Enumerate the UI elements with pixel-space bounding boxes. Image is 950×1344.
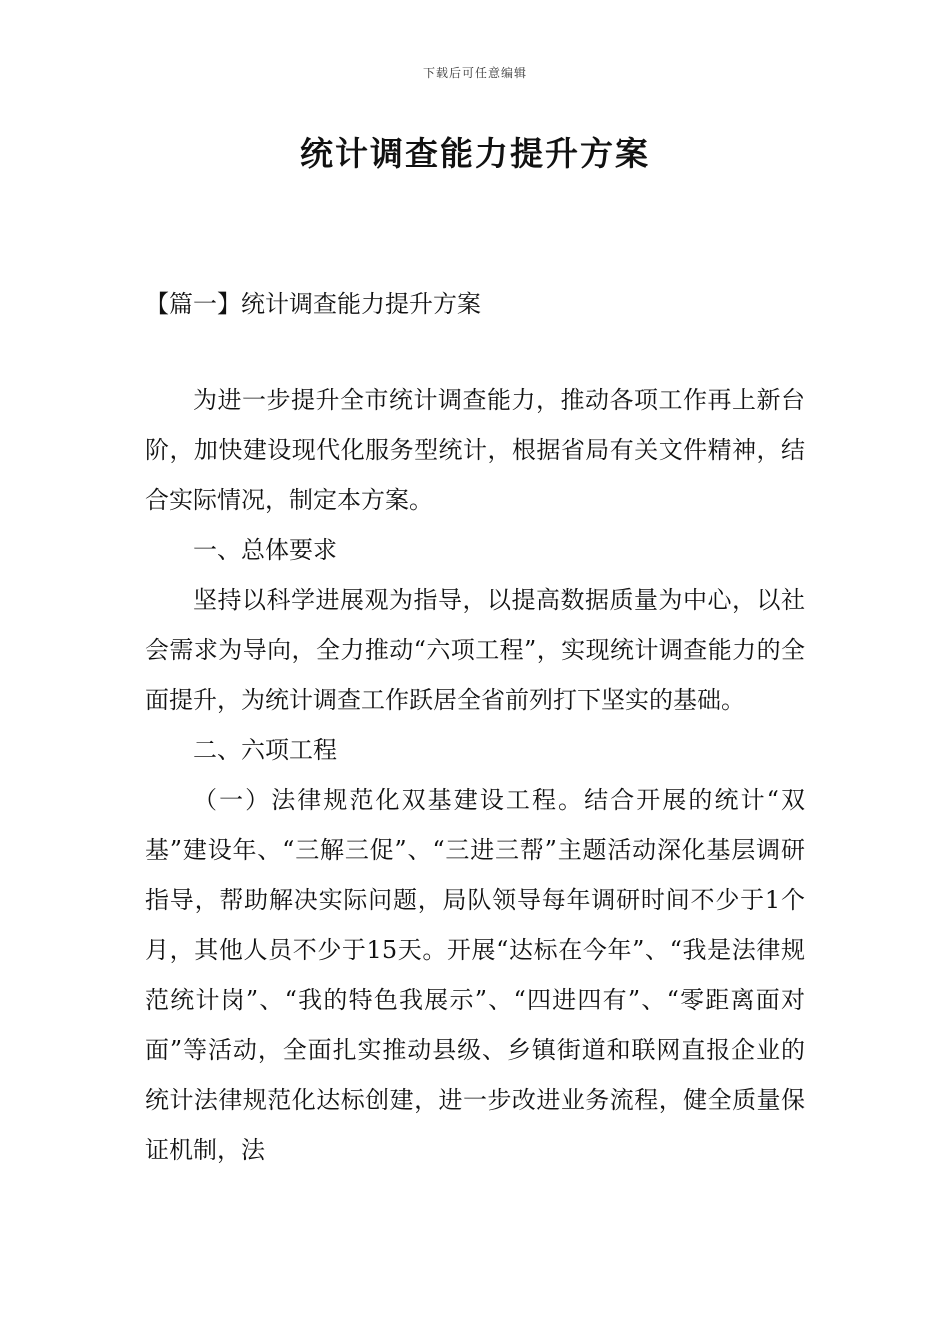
document-title: 统计调查能力提升方案 [300, 134, 650, 173]
paragraph-project-one: （一）法律规范化双基建设工程。结合开展的统计“双基”建设年、“三解三促”、“三进三帮”主题活动深化基层调研指导，帮助解决实际问题，局队领导每年调研时间不少于1个月，其他人员不少于15天。开展“达标在今年”、“我是法律规范统计岗”、“我的特色我展示”、“四进四有”、“零距离面对面”等活动，全面扎实推动县级、乡镇街道和联网直报企业的统计法律规范化达标创建，进一步改进业务流程，健全质量保证机制，法 [145, 786, 805, 1164]
paragraph-intro: 为进一步提升全市统计调查能力，推动各项工作再上新台阶，加快建设现代化服务型统计，根据省局有关文件精神，结合实际情况，制定本方案。 [145, 386, 805, 514]
document-body [145, 375, 805, 1175]
heading-six-projects: 二、六项工程 [193, 736, 337, 764]
paragraph-general-requirements: 坚持以科学进展观为指导，以提高数据质量为中心，以社会需求为导向，全力推动“六项工程”，实现统计调查能力的全面提升，为统计调查工作跃居全省前列打下坚实的基础。 [145, 586, 805, 714]
section-heading: 【篇一】统计调查能力提升方案 [145, 290, 481, 318]
page-header-note: 下载后可任意编辑 [422, 66, 527, 80]
heading-general-requirements: 一、总体要求 [193, 536, 337, 564]
